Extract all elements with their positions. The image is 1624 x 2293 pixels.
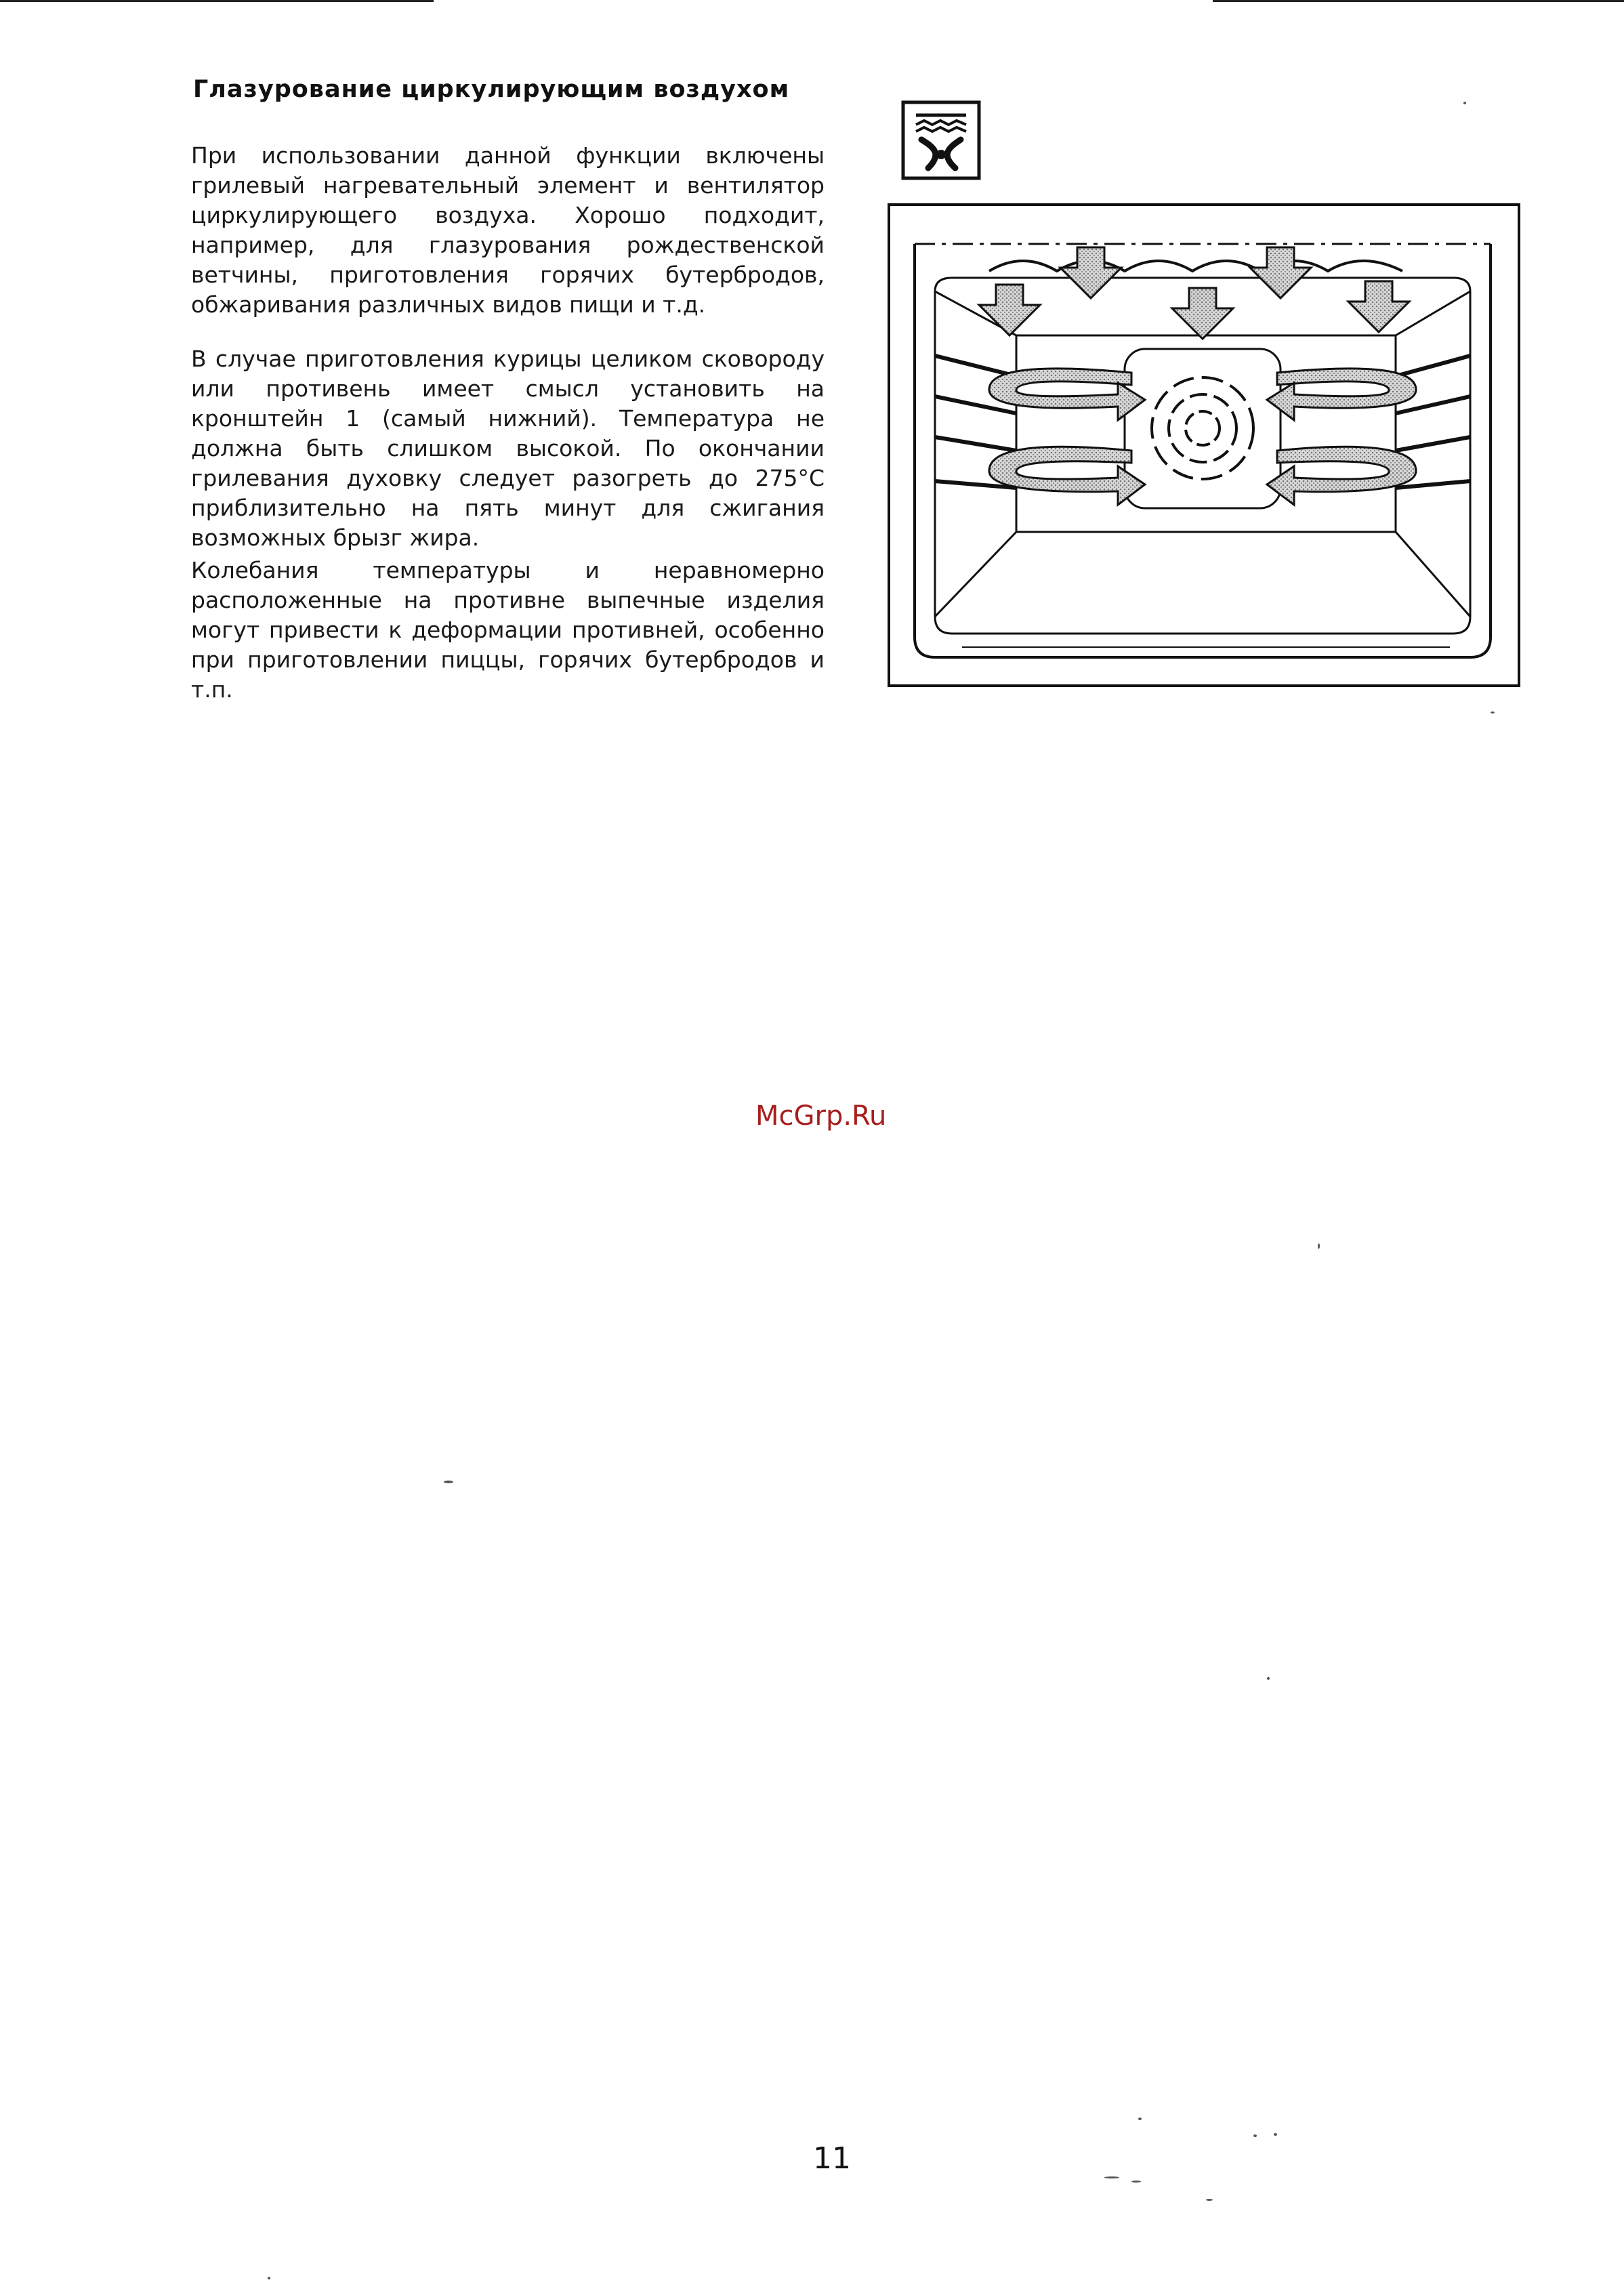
scan-speck <box>1491 711 1495 714</box>
scan-edge-line <box>0 0 434 2</box>
scan-edge-line <box>1213 0 1624 2</box>
grill-fan-icon <box>901 100 981 180</box>
section-heading: Глазурование циркулирующим воздухом <box>193 76 790 103</box>
scan-speck <box>1131 2181 1141 2183</box>
scan-speck <box>1253 2134 1257 2137</box>
scan-speck <box>268 2277 270 2279</box>
paragraph-function-description: При использовании данной функции включены грилевый нагревательный элемент и вентилятор циркулирующего воздуха. Хорошо подходит, например, для глазурования рождественской ветчины, приготовления горячих бутербродов, обжаривания различных видов пищи и т.д. <box>191 142 825 318</box>
scan-speck <box>1463 102 1466 104</box>
scan-speck <box>1318 1243 1320 1249</box>
scan-speck <box>1274 2133 1277 2136</box>
scan-speck <box>1267 1677 1270 1680</box>
scan-speck <box>1206 2199 1213 2201</box>
oven-airflow-diagram <box>888 203 1521 691</box>
scan-speck <box>1104 2176 1119 2178</box>
scan-speck <box>444 1481 453 1483</box>
scan-speck <box>1138 2118 1142 2120</box>
page-number: 11 <box>813 2141 851 2176</box>
paragraph-chicken-advice: В случае приготовления курицы целиком сковороду или противень имеет смысл установить на кронштейн 1 (самый нижний). Температура не должна быть слишком высокой. По окончании грилевания духовку следует разогреть до 275°С приблизительно на пять минут для сжигания возможных брызг жира. <box>191 346 825 551</box>
paragraph-temperature-warning: Колебания температуры и неравномерно расположенные на противне выпечные изделия могут привести к деформации противней, особенно при приготовлении пиццы, горячих бутербродов и т.п. <box>191 557 825 703</box>
watermark-text: McGrp.Ru <box>755 1100 887 1132</box>
